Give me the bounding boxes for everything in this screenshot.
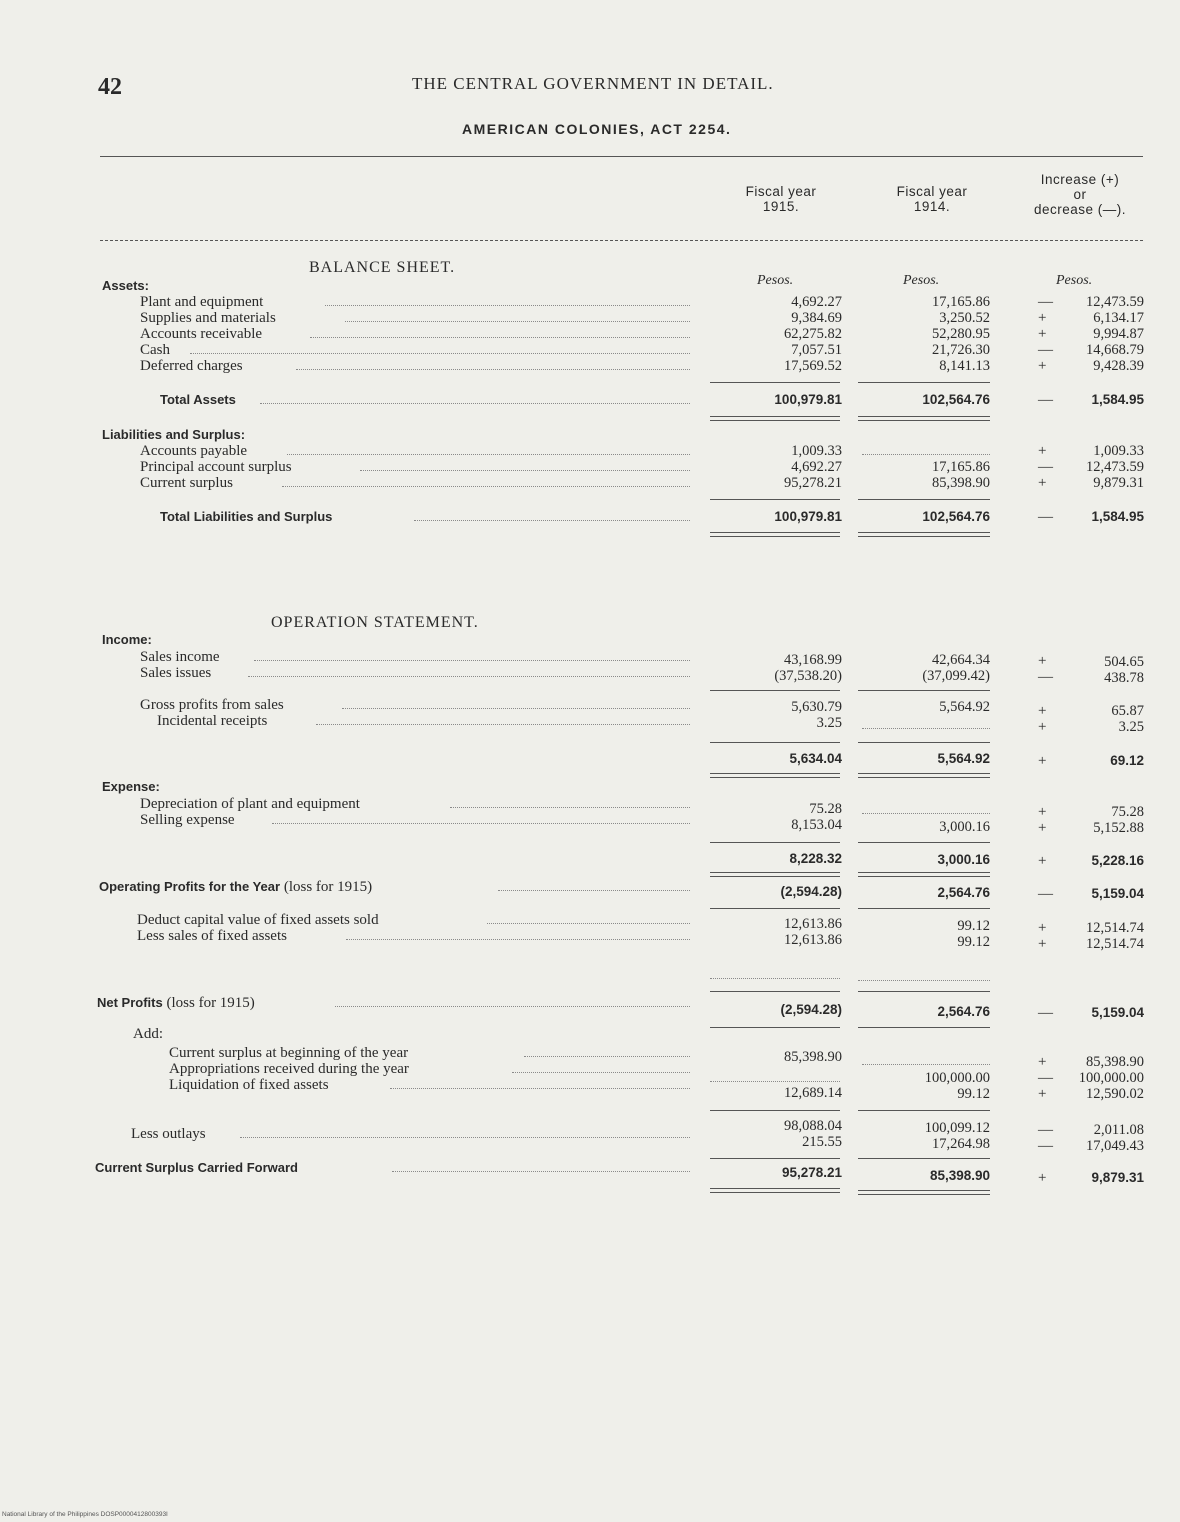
incidental-receipts-sign: + bbox=[1038, 719, 1047, 735]
gross-profits-fy1915: 5,630.79 bbox=[791, 699, 842, 715]
units-fy1915: Pesos. bbox=[757, 273, 794, 288]
appropriations-label: Appropriations received during the year bbox=[169, 1061, 409, 1077]
less-outlays-fy1915: 215.55 bbox=[802, 1134, 842, 1150]
column-header-change bbox=[1008, 172, 1152, 217]
double-rule bbox=[710, 872, 840, 877]
leader-dots bbox=[260, 403, 690, 404]
operation-statement-heading: OPERATION STATEMENT. bbox=[271, 614, 479, 631]
liability-change: 12,473.59 bbox=[1086, 459, 1144, 475]
liability-sign: — bbox=[1038, 459, 1053, 475]
asset-fy1914: 52,280.95 bbox=[932, 326, 990, 342]
document-subtitle: AMERICAN COLONIES, ACT 2254. bbox=[462, 121, 732, 137]
asset-fy1915: 62,275.82 bbox=[784, 326, 842, 342]
add-label: Add: bbox=[133, 1026, 163, 1042]
income-total-sign: + bbox=[1038, 753, 1047, 769]
subtotal-rule bbox=[858, 1158, 990, 1159]
asset-label: Accounts receivable bbox=[140, 326, 263, 342]
depreciation-change: 75.28 bbox=[1111, 804, 1144, 820]
deduct-capital-change: 12,514.74 bbox=[1086, 920, 1144, 936]
current-surplus-beginning-change: 85,398.90 bbox=[1086, 1054, 1144, 1070]
asset-sign: + bbox=[1038, 358, 1047, 374]
header-rule-top bbox=[100, 156, 1143, 157]
double-rule bbox=[710, 416, 840, 421]
running-head: THE CENTRAL GOVERNMENT IN DETAIL. bbox=[412, 74, 774, 93]
operating-profits-label-group bbox=[99, 879, 372, 895]
subtotal-rule bbox=[858, 742, 990, 743]
subtotal-fy1914: 100,099.12 bbox=[924, 1120, 990, 1136]
income-total-fy1915: 5,634.04 bbox=[789, 751, 842, 766]
operating-profits-fy1915: (2,594.28) bbox=[780, 884, 842, 899]
gross-profits-change: 65.87 bbox=[1111, 703, 1144, 719]
subtotal-fy1915: 98,088.04 bbox=[784, 1118, 842, 1134]
carried-forward-fy1915: 95,278.21 bbox=[781, 1165, 842, 1180]
liabilities-label: Liabilities and Surplus: bbox=[102, 427, 246, 442]
deduct-capital-fy1915: 12,613.86 bbox=[784, 916, 842, 932]
total-assets-fy1914: 102,564.76 bbox=[922, 392, 990, 407]
double-rule bbox=[858, 1190, 990, 1195]
total-liabilities-fy1915: 100,979.81 bbox=[774, 509, 842, 524]
incidental-receipts-fy1915: 3.25 bbox=[816, 715, 842, 731]
asset-fy1914: 21,726.30 bbox=[932, 342, 990, 358]
liquidation-label: Liquidation of fixed assets bbox=[169, 1077, 329, 1093]
sales-income-label: Sales income bbox=[140, 649, 220, 665]
total-assets-label: Total Assets bbox=[160, 392, 236, 407]
leader-dots bbox=[335, 1006, 690, 1007]
operating-profits-sign: — bbox=[1038, 886, 1053, 902]
units-change: Pesos. bbox=[1056, 273, 1093, 288]
net-profits-change: 5,159.04 bbox=[1091, 1005, 1144, 1020]
empty-cell-dots bbox=[862, 454, 990, 455]
total-liabilities-sign: — bbox=[1038, 509, 1053, 525]
liquidation-fy1915: 12,689.14 bbox=[784, 1085, 842, 1101]
less-sales-label: Less sales of fixed assets bbox=[137, 928, 287, 944]
liability-label: Accounts payable bbox=[140, 443, 248, 459]
carried-forward-sign: + bbox=[1038, 1170, 1047, 1186]
liquidation-sign: + bbox=[1038, 1086, 1047, 1102]
asset-label: Supplies and materials bbox=[140, 310, 276, 326]
leader-dots bbox=[487, 923, 690, 924]
net-profits-note: (loss for 1915) bbox=[166, 995, 255, 1011]
leader-dots bbox=[190, 353, 690, 354]
leader-dots bbox=[296, 369, 690, 370]
liability-change: 1,009.33 bbox=[1093, 443, 1144, 459]
subtotal-rule bbox=[710, 1110, 840, 1111]
asset-sign: + bbox=[1038, 310, 1047, 326]
sales-income-change: 504.65 bbox=[1104, 654, 1144, 670]
subtotal-rule bbox=[858, 690, 990, 691]
less-outlays-change: 17,049.43 bbox=[1086, 1138, 1144, 1154]
asset-label: Plant and equipment bbox=[140, 294, 264, 310]
appropriations-fy1914: 100,000.00 bbox=[924, 1070, 990, 1086]
leader-dots bbox=[498, 890, 690, 891]
liability-fy1915: 1,009.33 bbox=[791, 443, 842, 459]
double-rule bbox=[858, 416, 990, 421]
subtotal-sign: — bbox=[1038, 1122, 1053, 1138]
income-total-fy1914: 5,564.92 bbox=[937, 751, 990, 766]
asset-change: 12,473.59 bbox=[1086, 294, 1144, 310]
subtotal-rule bbox=[858, 991, 990, 992]
leader-dots bbox=[345, 321, 690, 322]
depreciation-sign: + bbox=[1038, 804, 1047, 820]
assets-label: Assets: bbox=[102, 278, 149, 293]
units-fy1914: Pesos. bbox=[903, 273, 940, 288]
leader-dots bbox=[342, 708, 690, 709]
less-outlays-sign: — bbox=[1038, 1138, 1053, 1154]
header-rule-bottom bbox=[100, 240, 1143, 241]
asset-change: 14,668.79 bbox=[1086, 342, 1144, 358]
deduct-capital-fy1914: 99.12 bbox=[957, 918, 990, 934]
liability-label: Principal account surplus bbox=[140, 459, 292, 475]
leader-dots bbox=[360, 470, 690, 471]
less-sales-sign: + bbox=[1038, 936, 1047, 952]
sales-income-fy1914: 42,664.34 bbox=[932, 652, 990, 668]
asset-sign: + bbox=[1038, 326, 1047, 342]
asset-label: Cash bbox=[140, 342, 170, 358]
gross-profits-fy1914: 5,564.92 bbox=[939, 699, 990, 715]
less-sales-fy1914: 99.12 bbox=[957, 934, 990, 950]
sales-issues-fy1915: (37,538.20) bbox=[774, 668, 842, 684]
asset-label: Deferred charges bbox=[140, 358, 243, 374]
liquidation-fy1914: 99.12 bbox=[957, 1086, 990, 1102]
subtotal-rule bbox=[710, 908, 840, 909]
less-outlays-label: Less outlays bbox=[131, 1126, 206, 1142]
liquidation-change: 12,590.02 bbox=[1086, 1086, 1144, 1102]
sales-income-sign: + bbox=[1038, 653, 1047, 669]
subtotal-rule bbox=[710, 1027, 840, 1028]
leader-dots bbox=[392, 1171, 690, 1172]
asset-fy1915: 7,057.51 bbox=[791, 342, 842, 358]
liability-fy1915: 4,692.27 bbox=[791, 459, 842, 475]
leader-dots bbox=[254, 660, 690, 661]
net-profits-label-group bbox=[97, 995, 255, 1011]
expense-total-change: 5,228.16 bbox=[1091, 853, 1144, 868]
sales-income-fy1915: 43,168.99 bbox=[784, 652, 842, 668]
net-profits-fy1915: (2,594.28) bbox=[780, 1002, 842, 1017]
empty-cell-dots bbox=[710, 1081, 840, 1082]
less-sales-change: 12,514.74 bbox=[1086, 936, 1144, 952]
less-sales-fy1915: 12,613.86 bbox=[784, 932, 842, 948]
operating-profits-label: Operating Profits for the Year bbox=[99, 879, 281, 894]
double-rule bbox=[710, 532, 840, 537]
leader-dots bbox=[450, 807, 690, 808]
column-header-fy1914 bbox=[866, 184, 998, 214]
balance-sheet-heading: BALANCE SHEET. bbox=[309, 259, 456, 276]
leader-dots bbox=[272, 823, 690, 824]
subtotal-rule bbox=[858, 908, 990, 909]
double-rule bbox=[858, 872, 990, 877]
operating-profits-note: (loss for 1915) bbox=[283, 879, 373, 895]
gross-profits-sign: + bbox=[1038, 703, 1047, 719]
subtotal-rule bbox=[858, 382, 990, 383]
current-surplus-beginning-fy1915: 85,398.90 bbox=[784, 1049, 842, 1065]
asset-fy1915: 17,569.52 bbox=[784, 358, 842, 374]
column-header-fy1915-line2: 1915. bbox=[762, 199, 800, 214]
sales-issues-label: Sales issues bbox=[140, 665, 212, 681]
current-surplus-beginning-label: Current surplus at beginning of the year bbox=[169, 1045, 409, 1061]
selling-expense-sign: + bbox=[1038, 820, 1047, 836]
appropriations-sign: — bbox=[1038, 1070, 1053, 1086]
incidental-receipts-label: Incidental receipts bbox=[157, 713, 268, 729]
incidental-receipts-change: 3.25 bbox=[1118, 719, 1144, 735]
double-rule bbox=[710, 1188, 840, 1193]
net-profits-fy1914: 2,564.76 bbox=[937, 1004, 990, 1019]
column-header-fy1915-line1: Fiscal year bbox=[745, 184, 817, 199]
total-assets-change: 1,584.95 bbox=[1091, 392, 1144, 407]
total-liabilities-label: Total Liabilities and Surplus bbox=[160, 509, 333, 524]
asset-sign: — bbox=[1038, 294, 1053, 310]
leader-dots bbox=[248, 676, 690, 677]
subtotal-rule bbox=[858, 499, 990, 500]
page-number: 42 bbox=[98, 74, 122, 100]
asset-change: 9,428.39 bbox=[1093, 358, 1144, 374]
expense-label: Expense: bbox=[102, 779, 160, 794]
depreciation-fy1915: 75.28 bbox=[809, 801, 842, 817]
current-surplus-beginning-sign: + bbox=[1038, 1054, 1047, 1070]
subtotal-change: 2,011.08 bbox=[1093, 1122, 1144, 1138]
leader-dots bbox=[414, 520, 690, 521]
empty-cell-dots bbox=[862, 728, 990, 729]
liability-change: 9,879.31 bbox=[1093, 475, 1144, 491]
asset-sign: — bbox=[1038, 342, 1053, 358]
liability-sign: + bbox=[1038, 475, 1047, 491]
column-header-fy1914-line2: 1914. bbox=[913, 199, 951, 214]
asset-fy1914: 17,165.86 bbox=[932, 294, 990, 310]
leader-dots bbox=[240, 1137, 690, 1138]
net-profits-sign: — bbox=[1038, 1005, 1053, 1021]
operating-profits-fy1914: 2,564.76 bbox=[937, 885, 990, 900]
asset-change: 9,994.87 bbox=[1093, 326, 1144, 342]
leader-dots bbox=[316, 724, 690, 725]
subtotal-rule bbox=[710, 742, 840, 743]
net-profits-label: Net Profits bbox=[97, 995, 163, 1010]
column-header-change-line1: Increase (+) bbox=[1040, 172, 1120, 187]
subtotal-rule bbox=[710, 690, 840, 691]
empty-cell-dots bbox=[858, 980, 990, 981]
library-footer: National Library of the Philippines DOSP0000412800393I bbox=[2, 1511, 168, 1518]
expense-total-fy1915: 8,228.32 bbox=[789, 851, 842, 866]
leader-dots bbox=[390, 1088, 690, 1089]
income-label: Income: bbox=[102, 632, 152, 647]
column-header-fy1915 bbox=[715, 184, 847, 214]
liability-label: Current surplus bbox=[140, 475, 233, 491]
asset-fy1915: 9,384.69 bbox=[791, 310, 842, 326]
selling-expense-fy1915: 8,153.04 bbox=[791, 817, 842, 833]
column-header-change-line3: decrease (—). bbox=[1033, 202, 1127, 217]
deduct-capital-sign: + bbox=[1038, 920, 1047, 936]
subtotal-rule bbox=[710, 499, 840, 500]
double-rule bbox=[710, 773, 840, 778]
liability-sign: + bbox=[1038, 443, 1047, 459]
leader-dots bbox=[287, 454, 690, 455]
depreciation-label: Depreciation of plant and equipment bbox=[140, 796, 360, 812]
total-liabilities-fy1914: 102,564.76 bbox=[922, 509, 990, 524]
asset-change: 6,134.17 bbox=[1093, 310, 1144, 326]
leader-dots bbox=[282, 486, 690, 487]
total-liabilities-change: 1,584.95 bbox=[1091, 509, 1144, 524]
subtotal-rule bbox=[710, 991, 840, 992]
subtotal-rule bbox=[858, 1027, 990, 1028]
empty-cell-dots bbox=[862, 1064, 990, 1065]
subtotal-rule bbox=[710, 1158, 840, 1159]
operating-profits-change: 5,159.04 bbox=[1091, 886, 1144, 901]
column-header-change-line2: or bbox=[1073, 187, 1087, 202]
liability-fy1914: 85,398.90 bbox=[932, 475, 990, 491]
less-outlays-fy1914: 17,264.98 bbox=[932, 1136, 990, 1152]
subtotal-rule bbox=[858, 842, 990, 843]
subtotal-rule bbox=[858, 1110, 990, 1111]
selling-expense-fy1914: 3,000.16 bbox=[939, 819, 990, 835]
sales-issues-sign: — bbox=[1038, 669, 1053, 685]
carried-forward-change: 9,879.31 bbox=[1091, 1170, 1144, 1185]
sales-issues-fy1914: (37,099.42) bbox=[922, 668, 990, 684]
selling-expense-label: Selling expense bbox=[140, 812, 235, 828]
double-rule bbox=[858, 773, 990, 778]
appropriations-change: 100,000.00 bbox=[1078, 1070, 1144, 1086]
leader-dots bbox=[524, 1056, 690, 1057]
subtotal-rule bbox=[710, 382, 840, 383]
empty-cell-dots bbox=[710, 978, 840, 979]
column-header-fy1914-line1: Fiscal year bbox=[896, 184, 968, 199]
deduct-capital-label: Deduct capital value of fixed assets sold bbox=[137, 912, 379, 928]
subtotal-rule bbox=[710, 842, 840, 843]
expense-total-sign: + bbox=[1038, 853, 1047, 869]
asset-fy1914: 8,141.13 bbox=[939, 358, 990, 374]
double-rule bbox=[858, 532, 990, 537]
carried-forward-label: Current Surplus Carried Forward bbox=[95, 1160, 298, 1175]
selling-expense-change: 5,152.88 bbox=[1093, 820, 1144, 836]
asset-fy1914: 3,250.52 bbox=[939, 310, 990, 326]
leader-dots bbox=[325, 305, 690, 306]
leader-dots bbox=[512, 1072, 690, 1073]
liability-fy1915: 95,278.21 bbox=[784, 475, 842, 491]
total-assets-sign: — bbox=[1038, 392, 1053, 408]
expense-total-fy1914: 3,000.16 bbox=[937, 852, 990, 867]
carried-forward-fy1914: 85,398.90 bbox=[929, 1168, 990, 1183]
leader-dots bbox=[346, 939, 690, 940]
income-total-change: 69.12 bbox=[1110, 753, 1144, 768]
asset-fy1915: 4,692.27 bbox=[791, 294, 842, 310]
empty-cell-dots bbox=[862, 813, 990, 814]
leader-dots bbox=[310, 337, 690, 338]
total-assets-fy1915: 100,979.81 bbox=[774, 392, 842, 407]
gross-profits-label: Gross profits from sales bbox=[140, 697, 284, 713]
liability-fy1914: 17,165.86 bbox=[932, 459, 990, 475]
sales-issues-change: 438.78 bbox=[1104, 670, 1144, 686]
